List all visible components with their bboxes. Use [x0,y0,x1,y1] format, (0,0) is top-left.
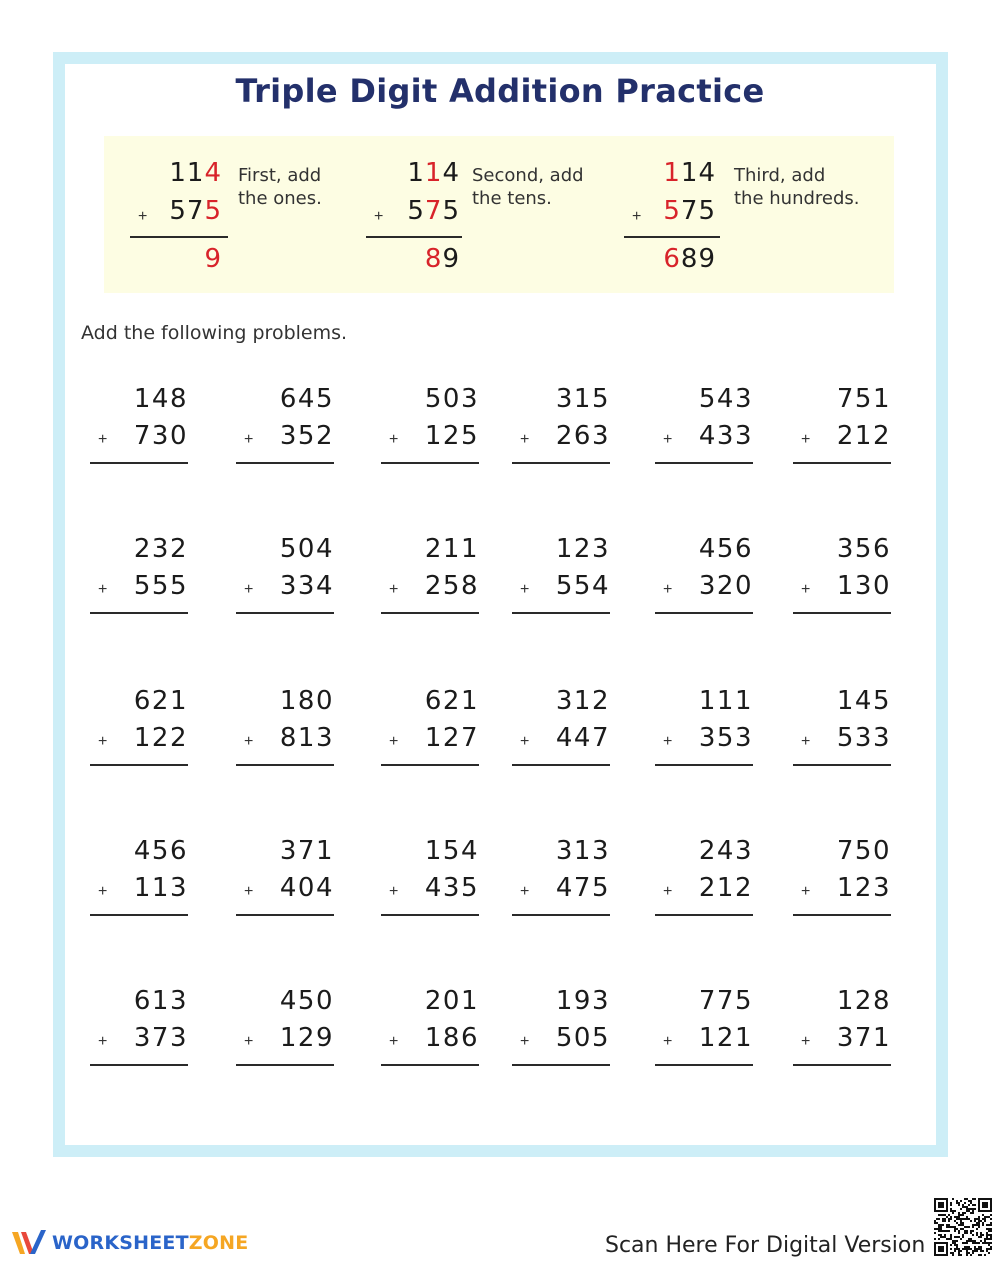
addend-bottom: 121 [698,1023,753,1053]
answer-line [793,914,891,916]
answer-line [236,612,334,614]
addend-bottom: 433 [698,421,753,451]
addend-top: 356 [836,534,891,564]
addend-bottom: 505 [555,1023,610,1053]
addend-bottom: 258 [424,571,479,601]
addition-problem [793,384,893,464]
addition-problem [381,534,481,614]
plus-sign: + [98,581,108,598]
addition-problem [236,384,336,464]
answer-line [90,764,188,766]
addend-bottom: 353 [698,723,753,753]
addend-top: 232 [133,534,188,564]
answer-line [381,764,479,766]
plus-sign: + [244,581,254,598]
example-sum: 89 [424,244,460,274]
addition-problem [512,836,612,916]
brand-logo[interactable] [10,1228,248,1258]
scan-caption: Scan Here For Digital Version [605,1233,926,1258]
addend-bottom: 129 [279,1023,334,1053]
addend-bottom: 125 [424,421,479,451]
addition-problem [90,384,190,464]
example-bottom-number: 575 [169,196,222,226]
answer-line [793,1064,891,1066]
addend-top: 154 [424,836,479,866]
addition-problem [90,836,190,916]
plus-sign: + [98,431,108,448]
plus-sign: + [374,208,384,225]
addend-top: 621 [424,686,479,716]
addition-problem [512,686,612,766]
plus-sign: + [801,883,811,900]
addend-bottom: 533 [836,723,891,753]
answer-line [512,612,610,614]
answer-line [655,462,753,464]
addend-top: 450 [279,986,334,1016]
plus-sign: + [663,581,673,598]
answer-line [793,764,891,766]
addend-top: 128 [836,986,891,1016]
addend-top: 243 [698,836,753,866]
addend-top: 456 [698,534,753,564]
addition-problem [512,534,612,614]
plus-sign: + [138,208,148,225]
addend-bottom: 435 [424,873,479,903]
addend-bottom: 212 [698,873,753,903]
instructions: Add the following problems. [81,322,348,344]
plus-sign: + [520,581,530,598]
addend-bottom: 447 [555,723,610,753]
addend-bottom: 334 [279,571,334,601]
addend-bottom: 123 [836,873,891,903]
answer-line [90,1064,188,1066]
answer-line [512,914,610,916]
addend-bottom: 127 [424,723,479,753]
example-note: Third, add the hundreds. [734,165,860,209]
answer-line [381,914,479,916]
answer-line [236,764,334,766]
answer-line [512,1064,610,1066]
addition-problem [512,384,612,464]
addend-top: 503 [424,384,479,414]
addition-problem [793,986,893,1066]
addition-problem [655,836,755,916]
addend-bottom: 475 [555,873,610,903]
answer-line [793,612,891,614]
addend-top: 645 [279,384,334,414]
answer-line [381,1064,479,1066]
addend-top: 613 [133,986,188,1016]
addend-top: 193 [555,986,610,1016]
addend-top: 775 [698,986,753,1016]
plus-sign: + [244,431,254,448]
addition-problem [381,836,481,916]
addend-top: 312 [555,686,610,716]
addend-top: 111 [698,686,753,716]
addition-problem [381,384,481,464]
plus-sign: + [389,883,399,900]
answer-line [512,764,610,766]
example-top-number: 114 [169,158,222,188]
answer-line [236,462,334,464]
answer-line [512,462,610,464]
addend-top: 123 [555,534,610,564]
plus-sign: + [98,1033,108,1050]
addition-problem [381,986,481,1066]
addition-problem [793,534,893,614]
plus-sign: + [801,431,811,448]
answer-line [236,914,334,916]
addition-problem [90,986,190,1066]
example-sum: 9 [204,244,222,274]
addition-problem [655,986,755,1066]
addition-problem [655,384,755,464]
addend-bottom: 113 [133,873,188,903]
addend-bottom: 555 [133,571,188,601]
addend-top: 543 [698,384,753,414]
addend-top: 751 [836,384,891,414]
addend-top: 148 [133,384,188,414]
plus-sign: + [244,883,254,900]
addition-problem [655,686,755,766]
answer-line [655,1064,753,1066]
page-title: Triple Digit Addition Practice [235,72,765,110]
addend-top: 504 [279,534,334,564]
plus-sign: + [389,1033,399,1050]
answer-line [655,914,753,916]
addend-bottom: 186 [424,1023,479,1053]
answer-line [90,914,188,916]
example-top-number: 114 [407,158,460,188]
plus-sign: + [520,883,530,900]
plus-sign: + [801,581,811,598]
addend-top: 371 [279,836,334,866]
addend-top: 750 [836,836,891,866]
addend-bottom: 554 [555,571,610,601]
plus-sign: + [389,733,399,750]
plus-sign: + [244,733,254,750]
addend-bottom: 813 [279,723,334,753]
addition-problem [236,534,336,614]
addend-bottom: 352 [279,421,334,451]
worksheetzone-logo-icon [10,1228,48,1258]
answer-line [381,612,479,614]
addend-top: 456 [133,836,188,866]
example-sum: 689 [663,244,716,274]
plus-sign: + [801,733,811,750]
plus-sign: + [801,1033,811,1050]
plus-sign: + [663,431,673,448]
addition-problem [793,686,893,766]
addition-problem [90,686,190,766]
example-top-number: 114 [663,158,716,188]
addition-problem [90,534,190,614]
answer-line [655,764,753,766]
addition-problem [381,686,481,766]
plus-sign: + [520,733,530,750]
example-note: First, add the ones. [238,165,322,209]
plus-sign: + [663,883,673,900]
plus-sign: + [520,431,530,448]
example-bottom-number: 575 [663,196,716,226]
addend-bottom: 130 [836,571,891,601]
addend-top: 313 [555,836,610,866]
addend-bottom: 371 [836,1023,891,1053]
answer-line [655,612,753,614]
addend-bottom: 404 [279,873,334,903]
example-bottom-number: 575 [407,196,460,226]
qr-code-icon[interactable] [934,1198,992,1256]
addend-top: 211 [424,534,479,564]
plus-sign: + [98,733,108,750]
addend-bottom: 263 [555,421,610,451]
addend-bottom: 212 [836,421,891,451]
addend-bottom: 730 [133,421,188,451]
plus-sign: + [244,1033,254,1050]
addend-top: 621 [133,686,188,716]
addend-bottom: 122 [133,723,188,753]
addition-problem [512,986,612,1066]
plus-sign: + [98,883,108,900]
addition-problem [236,986,336,1066]
addend-top: 180 [279,686,334,716]
answer-line [90,462,188,464]
addend-bottom: 320 [698,571,753,601]
answer-line [793,462,891,464]
addend-top: 315 [555,384,610,414]
plus-sign: + [663,733,673,750]
addend-bottom: 373 [133,1023,188,1053]
plus-sign: + [632,208,642,225]
addend-top: 145 [836,686,891,716]
plus-sign: + [389,431,399,448]
addition-problem [236,836,336,916]
answer-line [236,1064,334,1066]
addend-top: 201 [424,986,479,1016]
addition-problem [236,686,336,766]
plus-sign: + [389,581,399,598]
answer-line [90,612,188,614]
brand-name: WORKSHEETZONE [52,1232,249,1254]
plus-sign: + [663,1033,673,1050]
addition-problem [655,534,755,614]
answer-line [381,462,479,464]
example-note: Second, add the tens. [472,165,584,209]
plus-sign: + [520,1033,530,1050]
addition-problem [793,836,893,916]
